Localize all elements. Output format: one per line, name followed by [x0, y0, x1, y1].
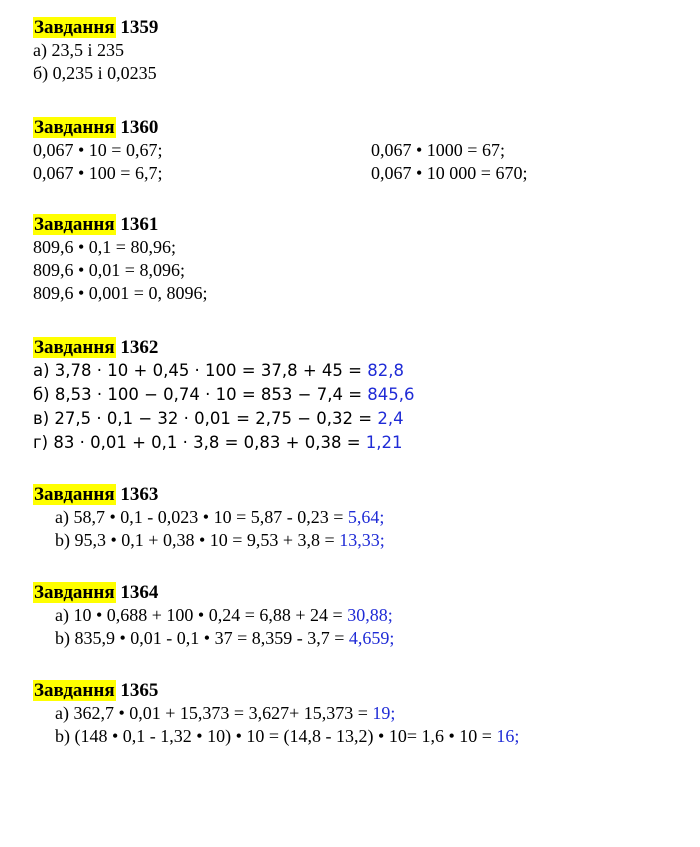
highlighted-label: Завдання: [34, 680, 115, 701]
equation-row-2: [33, 162, 673, 185]
task-number: 1364: [120, 582, 159, 603]
math-line-b: [33, 383, 673, 407]
answer-value: 13,33;: [339, 530, 385, 550]
expression: в) 27,5 · 0,1 − 32 · 0,01 = 2,75 − 0,32 =: [33, 409, 378, 428]
math-line-d: [33, 431, 673, 455]
task-heading: [33, 582, 673, 604]
equation-line-a: [33, 506, 673, 529]
task-number: 1362: [120, 337, 159, 358]
equation-line: 809,6 • 0,1 = 80,96;: [33, 237, 176, 257]
expression: г) 83 · 0,01 + 0,1 · 3,8 = 0,83 + 0,38 =: [33, 433, 366, 452]
expression: а) 3,78 · 10 + 0,45 · 100 = 37,8 + 45 =: [33, 361, 368, 380]
answer-value: 16;: [496, 726, 520, 746]
highlighted-label: Завдання: [34, 17, 115, 38]
equation-line-b: [33, 725, 673, 748]
answer-line-a: а) 23,5 і 235: [33, 40, 124, 60]
expression: b) (148 • 0,1 - 1,32 • 10) • 10 = (14,8 - 13,2) • 10= 1,6 • 10 =: [55, 726, 497, 746]
task-number: 1361: [120, 214, 159, 235]
answer-value: 1,21: [365, 433, 403, 452]
task-1363: [33, 484, 673, 552]
equation-line-b: [33, 627, 673, 650]
task-heading: [33, 337, 673, 359]
task-number: 1365: [120, 680, 159, 701]
answer-value: 4,659;: [348, 628, 395, 648]
task-heading: [33, 17, 673, 39]
equation-row-1: [33, 139, 673, 162]
task-number: 1363: [120, 484, 159, 505]
task-heading: [33, 214, 673, 236]
answer-value: 845,6: [367, 385, 415, 404]
answer-value: 19;: [372, 703, 396, 723]
task-1359: [33, 17, 673, 85]
equation-line-a: [33, 604, 673, 627]
equation-line-b: [33, 529, 673, 552]
equation-line: 809,6 • 0,01 = 8,096;: [33, 260, 185, 280]
expression: б) 8,53 · 100 − 0,74 · 10 = 853 − 7,4 =: [33, 385, 368, 404]
task-1364: [33, 582, 673, 650]
highlighted-label: Завдання: [34, 214, 115, 235]
equation-left: 0,067 • 10 = 0,67;: [33, 140, 163, 160]
task-number: 1359: [120, 17, 159, 38]
task-1361: [33, 214, 673, 305]
highlighted-label: Завдання: [34, 117, 115, 138]
highlighted-label: Завдання: [34, 484, 115, 505]
answer-value: 82,8: [367, 361, 404, 380]
highlighted-label: Завдання: [34, 582, 115, 603]
task-1362: [33, 337, 673, 455]
task-number: 1360: [120, 117, 159, 138]
expression: a) 362,7 • 0,01 + 15,373 = 3,627+ 15,373 =: [55, 703, 373, 723]
equation-right: 0,067 • 1000 = 67;: [371, 140, 505, 160]
expression: b) 835,9 • 0,01 - 0,1 • 37 = 8,359 - 3,7 =: [55, 628, 349, 648]
equation-right: 0,067 • 10 000 = 670;: [371, 163, 528, 183]
answer-value: 5,64;: [347, 507, 385, 527]
task-heading: [33, 484, 673, 506]
math-line-a: [33, 359, 673, 383]
answer-value: 2,4: [377, 409, 404, 428]
task-heading: [33, 680, 673, 702]
expression: a) 58,7 • 0,1 - 0,023 • 10 = 5,87 - 0,23 =: [55, 507, 348, 527]
highlighted-label: Завдання: [34, 337, 115, 358]
task-heading: [33, 117, 673, 139]
answer-line-b: б) 0,235 і 0,0235: [33, 63, 157, 83]
task-1365: [33, 680, 673, 748]
equation-line-a: [33, 702, 673, 725]
expression: a) 10 • 0,688 + 100 • 0,24 = 6,88 + 24 =: [55, 605, 348, 625]
equation-line: 809,6 • 0,001 = 0, 8096;: [33, 283, 208, 303]
equation-left: 0,067 • 100 = 6,7;: [33, 163, 163, 183]
math-line-c: [33, 407, 673, 431]
task-1360: [33, 117, 673, 185]
answer-value: 30,88;: [347, 605, 393, 625]
expression: b) 95,3 • 0,1 + 0,38 • 10 = 9,53 + 3,8 =: [55, 530, 340, 550]
